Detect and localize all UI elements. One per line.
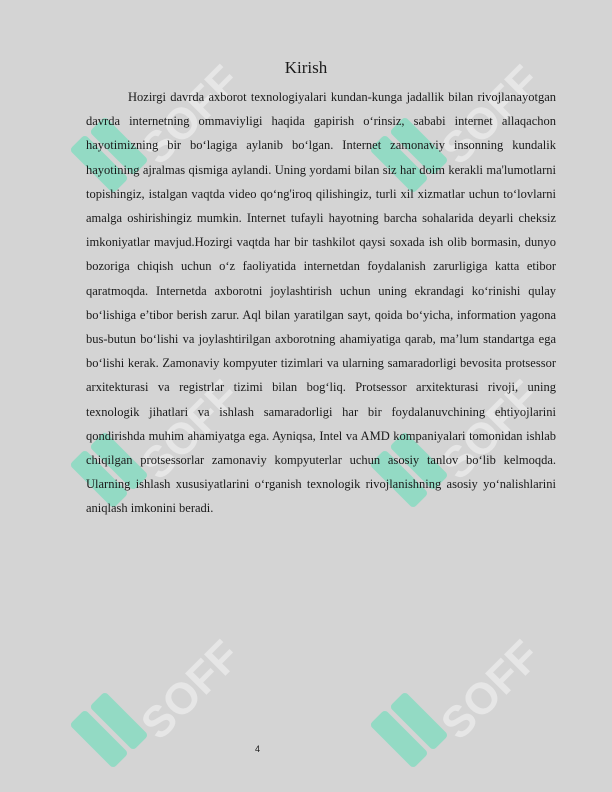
soff-watermark-logo (370, 620, 540, 790)
page-number: 4 (255, 744, 261, 754)
page-title: Kirish (284, 58, 328, 77)
body-paragraph: Hozirgi davrda axborot texnologiyalari kundan-kunga jadallik bilan rivojlanayotgan davrda internetning ommaviyligi haqida gapirish o‘rinsiz, sababi internet allaqachon hayotimizning bir bo‘lagiga aylanib bo‘lgan. Internet zamonaviy insonning kundalik hayotining ajralmas qismiga aylandi. Uning yordami bilan siz har doim kerakli ma'lumotlarni topishingiz, istalgan vaqtda video qo‘ng'iroq qilishingiz, turli xil xizmatlar uchun to‘lovlarni amalga oshirishingiz mumkin. Internet tufayli hayotning barcha sohalarida deyarli cheksiz imkoniyatlar mavjud.Hozirgi vaqtda har bir tashkilot qaysi soxada ish olib bormasin, dunyo bozoriga chiqish uchun o‘z faoliyatida internetdan foydalanish zarurligiga katta etibor qaratmoqda. Internetda axborotni joylashtirish uchun uning ekrandagi ko‘rinishi qulay bo‘lishiga e’tibor berish zarur. Aql bilan yaratilgan sayt, qoida bo‘yicha, information yagona bus-butun bo‘lishi va joylashtirilgan axborotning ahamiyatiga qarab, ma’lum standartga ega bo‘lishi kerak. Zamonaviy kompyuter tizimlari va ularning samaradorligi bevosita protsessor arxitekturasi va registrlar tizimi bilan bog‘liq. Protsessor arxitekturasi rivoji, uning texnologik jihatlari va ishlash samaradorligi har bir foydalanuvchining ehtiyojlarini qondirishda muhim ahamiyatga ega. Ayniqsa, Intel va AMD kompaniyalari tomonidan ishlab chiqilgan protsessorlar zamonaviy kompyuterlar uchun asosiy tanlov bo‘lib kelmoqda. Ularning ishlash xususiyatlarini o‘rganish texnologik rivojlanishning asosiy yo‘nalishlarini aniqlash imkonini beradi. (86, 90, 556, 516)
soff-watermark-logo (70, 620, 240, 790)
